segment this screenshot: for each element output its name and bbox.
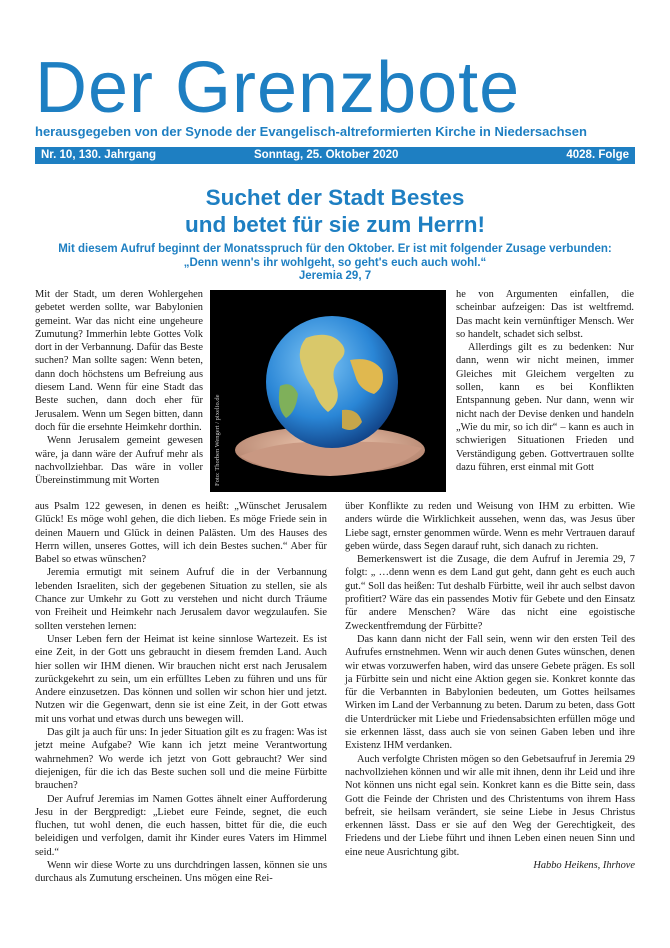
column-right-top [456, 288, 634, 474]
masthead-title: Der Grenzbote [35, 48, 521, 128]
paragraph: aus Psalm 122 gewesen, in denen es heißt: „Wünschet Jerusalem Glück! Es möge wohl gehen, die dich lieben. Es möge Friede sein in deinen Mauern und Glück in deinen Palästen. Um des Hauses des Herrn willen, unseres Gottes, will ich dein Bestes suchen.“ Aber für Babel so etwas wünschen? [35, 501, 327, 566]
article-headline [35, 184, 635, 238]
article-intro [35, 243, 635, 284]
paragraph: Wenn Jerusalem gemeint gewesen wäre, ja dann wäre der Aufruf mehr als nachvollziehbar. Das wäre in voller Übereinstimmung mit Worten [35, 435, 203, 487]
column-left-top [35, 288, 203, 487]
intro-line-1: Mit diesem Aufruf beginnt der Monatsspruch für den Oktober. Er ist mit folgender Zusage verbunden: [58, 243, 612, 255]
paragraph: Das kann dann nicht der Fall sein, wenn wir den ersten Teil des Aufrufes ernstnehmen. Wenn wir auch denen Gutes wünschen, denen wir etwas vorzuwerfen haben, wird das unsere Gebete prägen. Es soll ja Fürbitte sein und nicht eine Aktion gegen sie. Konkret konnte das für die Verbannten in Babylonien bedeuten, um Gottes heilsames Wirken im Land der Verbannung zu beten. Darum zu beten, dass Gott die Unterdrücker mit Liebe und Friedensabsichten erfüllen möge und sie erkennen lässt, dass auch sie von seinen Gaben leben und ihre Existenz IHM verdanken. [345, 633, 635, 752]
paragraph: Auch verfolgte Christen mögen so den Gebetsaufruf in Jeremia 29 nachvollziehen können und wir alle mit ihnen, denn ihr Leid und ihre Not können uns nicht egal sein. Konkret kann es die Bitte sein, dass Gott die Feinde der Christen und des Christentums von ihrem Hass befreit, sie heilsam verändert, sie seine Liebe in Jesus Christus erkennen lässt. Dass er sie auf den Weg der Gerechtigkeit, des Friedens und der Liebe führt und ihnen Leben einen neuen Sinn und eine neue Ausrichtung gibt. [345, 753, 635, 858]
issue-number: Nr. 10, 130. Jahrgang [41, 149, 157, 161]
column-left-bottom [35, 500, 327, 886]
paragraph: Bemerkenswert ist die Zusage, die dem Aufruf in Jeremia 29, 7 folgt: „ …denn wenn es dem Land gut geht, dann geht es euch auch gut.“ Soll das heißen: Tut deshalb Fürbitte, weil ihr auch selbst davon profitiert? Wäre das ein passendes Motiv für Gebete und den Einsatz für andere Menschen? Wäre das nicht eine egoistische Zweckentfremdung der Fürbitte? [345, 554, 635, 632]
paragraph: Mit der Stadt, um deren Wohlergehen gebetet werden sollte, war Babylonien gemeint. War das nicht eine ungeheure Zumutung? Immerhin lebte Gottes Volk dort in der Verbannung. Dafür das Beste suchen? Man sollte sagen: Wenn beten, dann doch höchstens um Befreiung aus diesem Land. Wenn für eine Stadt das Beste suchen, dann doch eher für Jerusalem. Wenn um Segen bitten, dann doch für die ersehnte Heimkehr dorthin. [35, 289, 203, 433]
intro-reference: Jeremia 29, 7 [298, 270, 372, 282]
photo-credit [210, 290, 224, 492]
photo-credit-text: Foto: Thorben Wengert / pixelio.de [214, 394, 221, 486]
masthead-subtitle: herausgegeben von der Synode der Evangelisch-altreformierten Kirche in Niedersachsen [35, 124, 587, 139]
globe-in-hand-image [210, 290, 446, 492]
paragraph: Wenn wir diese Worte zu uns durchdringen lassen, können sie uns durchaus als Zumutung erscheinen. Uns mögen eine Rei- [35, 860, 327, 885]
paragraph: he von Argumenten einfallen, die scheinbar aufzeigen: Das ist weltfremd. Das macht kein vernünftiger Mensch. Wer so handelt, schadet sich selbst. [456, 289, 634, 340]
headline-line-1: Suchet der Stadt Bestes [205, 185, 465, 210]
paragraph: Jeremia ermutigt mit seinem Aufruf die in der Verbannung lebenden Israeliten, sich der gegebenen Situation zu stellen, sie als Chance zur Umkehr zu Gott zu verstehen und nicht durch Träume von Freiheit und Heimkehr nach Jerusalem davor wegzulaufen. Sie sollten verstehen lernen: [35, 567, 327, 632]
headline-line-2: und betet für sie zum Herrn! [184, 212, 486, 237]
paragraph: Allerdings gilt es zu bedenken: Nur dann, wenn wir nicht meinen, immer Gleiches mit Gleichem vergelten zu sollen, kann es bei Konflikten Entspannung geben. Nur dann, wenn wir nicht nach der Devise denken und handeln „Wie du mir, so ich dir“ – kann es auch in schwierigen Situationen Frieden und Verständigung geben. Gottvertrauen sollte dazu führen, erst einmal mit Gott [456, 342, 634, 473]
column-right-bottom [345, 500, 635, 872]
author-signature: Habbo Heikens, Ihrhove [533, 860, 635, 872]
paragraph: Unser Leben fern der Heimat ist keine sinnlose Wartezeit. Es ist eine Zeit, in der Gott uns gebraucht in diesem fremden Land. Auch hier sollen wir IHM dienen. Wir brauchen nicht erst nach Jerusalem zurückgekehrt zu sein, um ein erfülltes Leben zu führen und uns für Andere einzusetzen. Das können und sollen wir schon hier und jetzt. Nutzen wir die Gegenwart, denn sie ist eine Zeit, in der Gott etwas mit uns vorhat und etwas durch uns bewegen will. [35, 633, 327, 725]
issue-sequence: 4028. Folge [566, 149, 629, 161]
paragraph: Der Aufruf Jeremias im Namen Gottes ähnelt einer Aufforderung Jesu in der Bergpredigt: „Liebet eure Feinde, segnet, die euch fluchen, tut wohl denen, die euch hassen, bittet für die, die euch beleidigen und verfolgen, damit ihr Kinder eures Vaters im Himmel seid.“ [35, 793, 327, 858]
intro-line-2: „Denn wenn's ihr wohlgeht, so geht's euch auch wohl.“ [183, 256, 487, 269]
issue-bar [35, 147, 635, 164]
paragraph: Das gilt ja auch für uns: In jeder Situation gilt es zu fragen: Was ist jetzt meine Aufgabe? Wie kann ich jetzt meine Verantwortung wahrnehmen? Wo werde ich jetzt von Gott gebraucht? Wer sind diejenigen, für die ich das Beste suchen soll und die meine Fürbitte brauchen? [35, 727, 327, 792]
paragraph: über Konflikte zu reden und Weisung von IHM zu erbitten. Wie anders würde die Wirklichkeit aussehen, wenn das, was Jesus über Liebe sagt, ernster genommen würde. Wenn es mehr Vertrauen darauf geben würde, dass Segen darauf ruht, sich danach zu richten. [345, 501, 635, 552]
issue-date: Sonntag, 25. Oktober 2020 [254, 149, 399, 161]
